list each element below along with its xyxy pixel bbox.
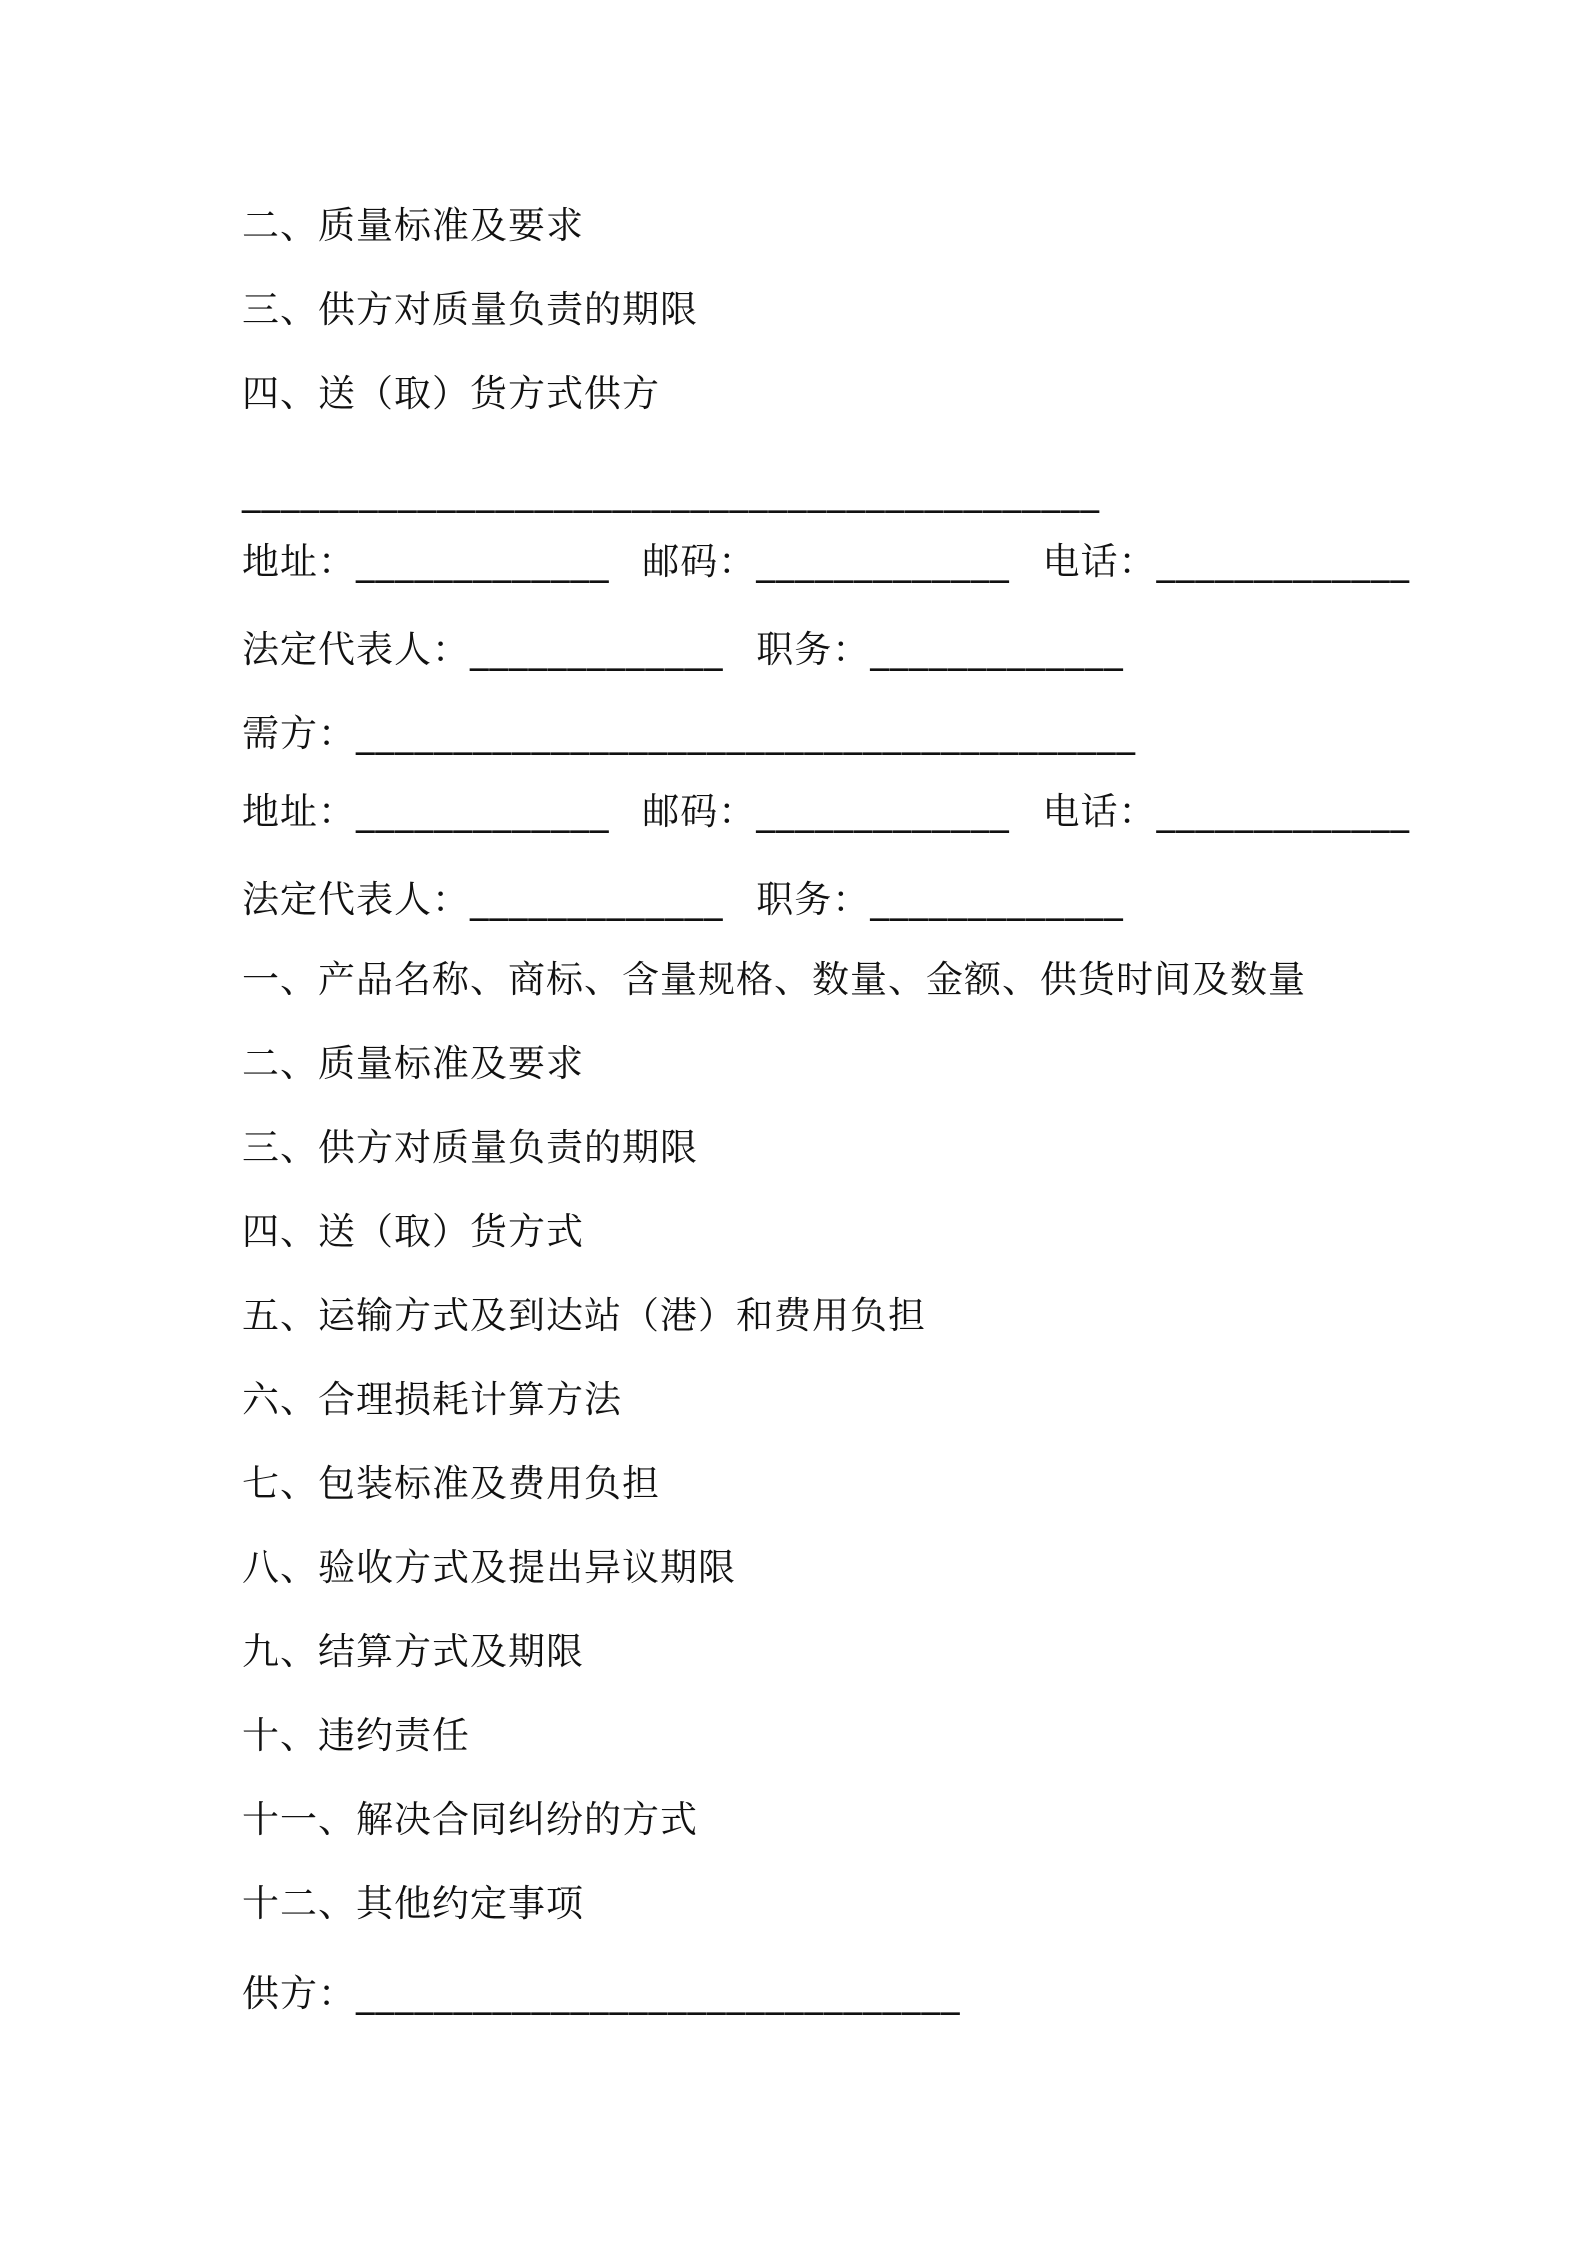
buyer-row (242, 712, 1156, 756)
postcode-label: 邮码： (642, 790, 757, 833)
address-blank: _____________ (356, 540, 610, 583)
buyer-address-row (242, 790, 1430, 834)
supplier-signature-row (242, 1972, 981, 2016)
clause-delivery-method-supplier: 四、送（取）货方式供方 (242, 372, 660, 415)
supplier-name-blank: ____________________________________________ (242, 470, 1100, 513)
address-label: 地址： (242, 790, 356, 833)
clause-quality-period: 三、供方对质量负责的期限 (242, 288, 698, 331)
legal-rep-label: 法定代表人： (242, 878, 470, 921)
postcode-label: 邮码： (642, 540, 757, 583)
buyer-label: 需方： (242, 712, 356, 755)
clause-loss-calculation: 六、合理损耗计算方法 (242, 1378, 622, 1421)
address-blank: _____________ (356, 790, 610, 833)
buyer-representative-row (242, 878, 1144, 922)
clause-quality-standard: 二、质量标准及要求 (242, 204, 584, 247)
buyer-blank: ________________________________________ (356, 712, 1136, 755)
clause-quality-period: 三、供方对质量负责的期限 (242, 1126, 698, 1169)
clause-other-matters: 十二、其他约定事项 (242, 1882, 584, 1925)
position-blank: _____________ (870, 878, 1124, 921)
clause-delivery-method: 四、送（取）货方式 (242, 1210, 584, 1253)
position-label: 职务： (756, 628, 871, 671)
legal-rep-blank: _____________ (470, 878, 724, 921)
legal-rep-blank: _____________ (470, 628, 724, 671)
postcode-blank: _____________ (756, 540, 1010, 583)
clause-packaging: 七、包装标准及费用负担 (242, 1462, 660, 1505)
clause-liability: 十、违约责任 (242, 1714, 470, 1757)
clause-acceptance: 八、验收方式及提出异议期限 (242, 1546, 736, 1589)
phone-blank: _____________ (1156, 790, 1411, 833)
supplier-blank: _______________________________ (356, 1972, 961, 2015)
phone-label: 电话： (1042, 790, 1157, 833)
supplier-address-row (242, 540, 1430, 584)
address-label: 地址： (242, 540, 356, 583)
clause-product-details: 一、产品名称、商标、含量规格、数量、金额、供货时间及数量 (242, 958, 1306, 1001)
clause-transport: 五、运输方式及到达站（港）和费用负担 (242, 1294, 926, 1337)
position-blank: _____________ (870, 628, 1124, 671)
clause-quality-standard: 二、质量标准及要求 (242, 1042, 584, 1085)
phone-label: 电话： (1042, 540, 1157, 583)
clause-settlement: 九、结算方式及期限 (242, 1630, 584, 1673)
phone-blank: _____________ (1156, 540, 1411, 583)
position-label: 职务： (756, 878, 871, 921)
postcode-blank: _____________ (756, 790, 1010, 833)
legal-rep-label: 法定代表人： (242, 628, 470, 671)
supplier-label: 供方： (242, 1972, 356, 2015)
clause-dispute-resolution: 十一、解决合同纠纷的方式 (242, 1798, 698, 1841)
supplier-representative-row (242, 628, 1144, 672)
